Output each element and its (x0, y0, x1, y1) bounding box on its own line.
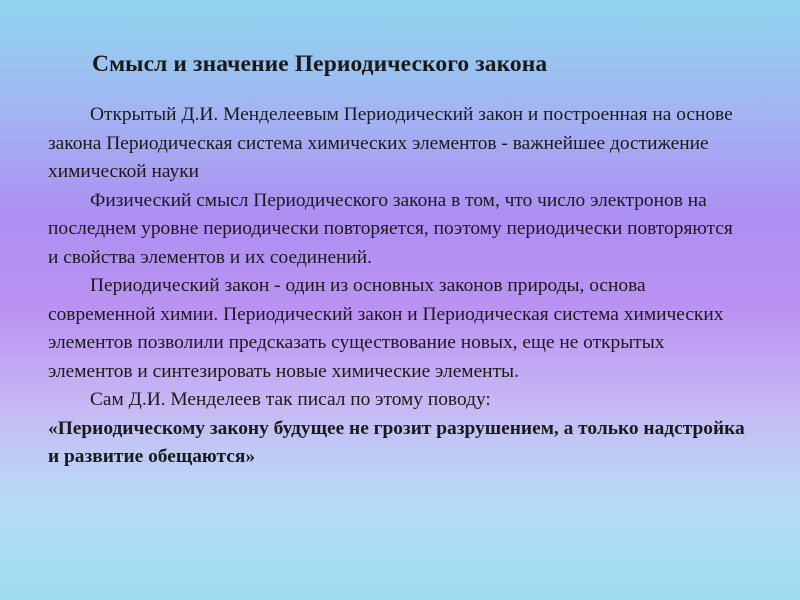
paragraph-significance: Периодический закон - один из основных законов природы, основа современной химии. Периодический закон и Периодическая система химических элементов позволили предсказать существование новых, еще не открытых элементов и синтезировать новые химические элементы. (48, 275, 724, 382)
slide-title: Смысл и значение Периодического закона (92, 51, 548, 77)
paragraph-quote-intro: Сам Д.И. Менделеев так писал по этому поводу: (90, 389, 491, 410)
mendeleev-quote: «Периодическому закону будущее не грозит разрушением, а только надстройка и развитие обещаются» (48, 417, 745, 467)
paragraph-physical-meaning: Физический смысл Периодического закона в том, что число электронов на последнем уровне периодически повторяется, поэтому периодически повторяются и свойства элементов и их соединений. (48, 189, 733, 268)
slide-body (48, 101, 748, 472)
paragraph-discovery: Открытый Д.И. Менделеевым Периодический закон и построенная на основе закона Периодическая система химических элементов - важнейшее достижение химической науки (48, 104, 733, 182)
